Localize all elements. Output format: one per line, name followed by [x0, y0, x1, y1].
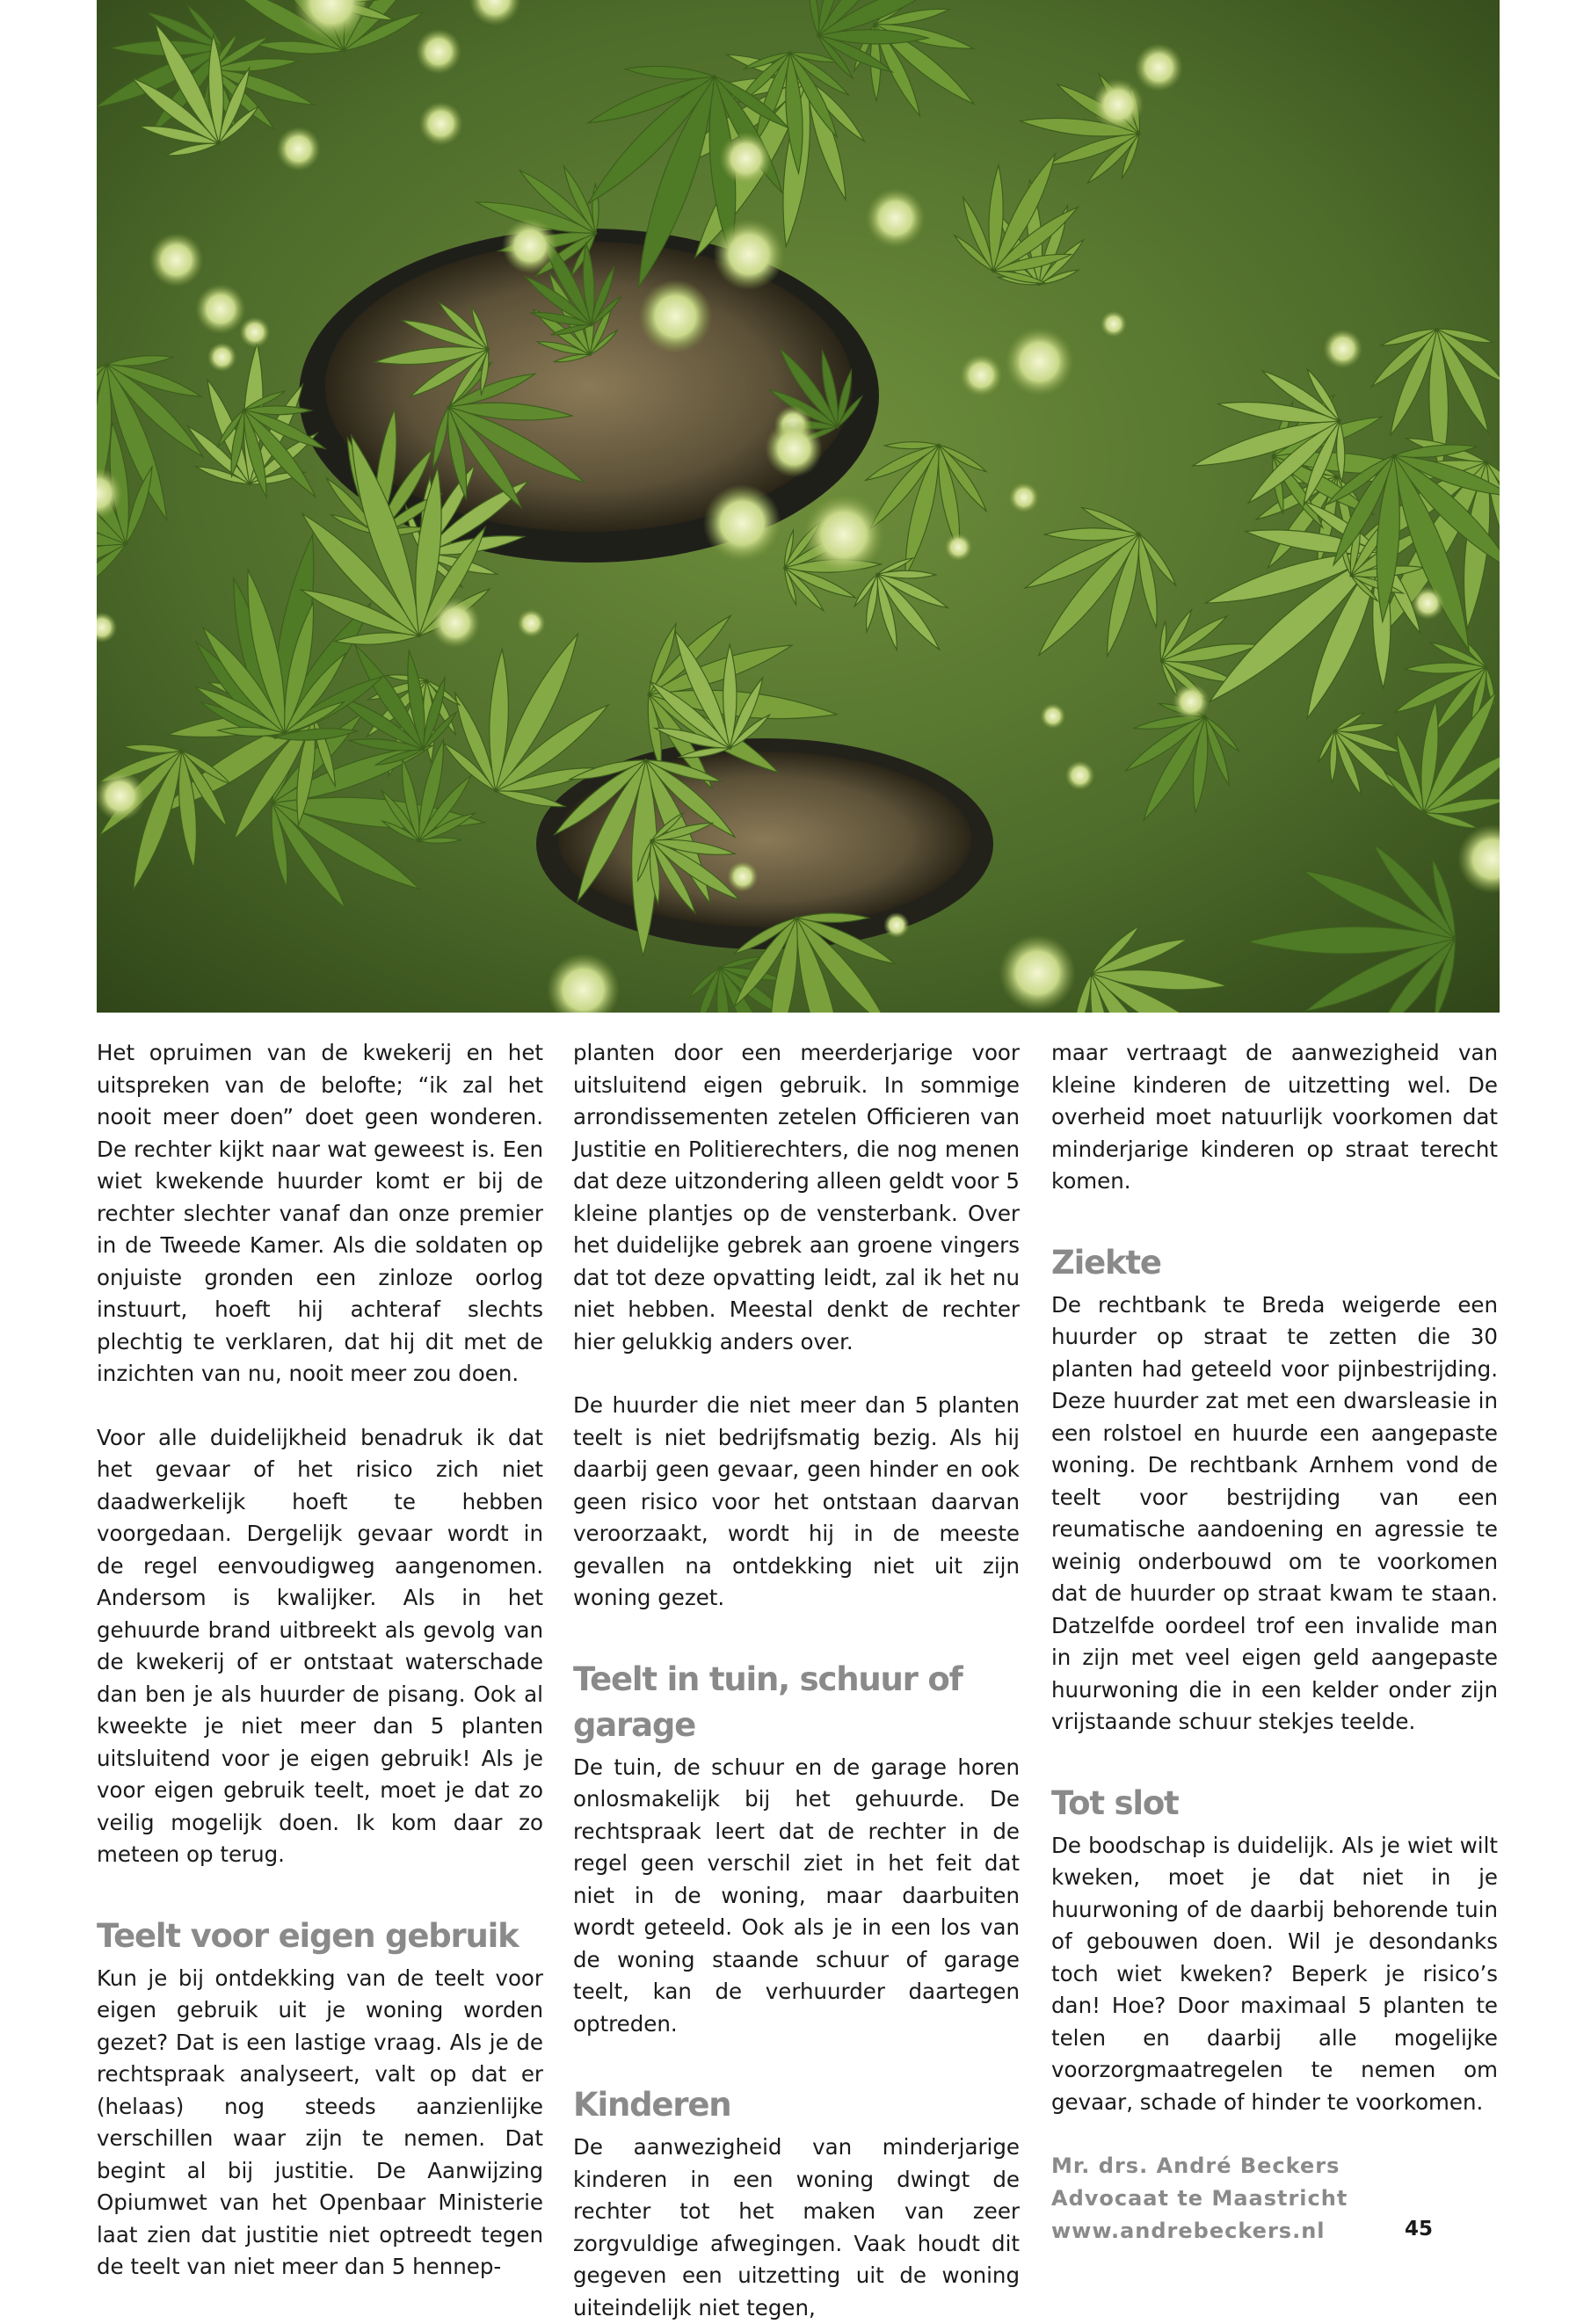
section-heading: Teelt in tuin, schuur of garage	[573, 1659, 963, 1744]
paragraph: maar vertraagt de aanwezigheid van kleine kinderen de uitzetting wel. De overheid moet natuurlijk voorkomen dat minderjarige kinderen op straat terecht komen.	[1051, 1040, 1498, 1194]
section-heading: Ziekte	[1051, 1243, 1161, 1282]
paragraph: De tuin, de schuur en de garage horen onlosmakelijk bij het gehuurde. De rechtspraak leert dat de rechter in de regel geen verschil ziet in het feit dat niet in de woning, maar daarbuiten wordt geteeld. Ook als je in een los van de woning staande schuur of garage teelt, kan de verhuurder daartegen optreden.	[573, 1754, 1020, 2037]
cannabis-leaves-icon	[97, 0, 1500, 1013]
section-heading: Teelt voor eigen gebruik	[97, 1916, 519, 1955]
page-number: 45	[1405, 2218, 1434, 2240]
text-column-2	[573, 1037, 1020, 2324]
paragraph: De aanwezigheid van minderjarige kinderen in een woning dwingt de rechter tot het maken van zeer zorgvuldige afwegingen. Vaak houdt dit gegeven een uitzetting uit de woning uiteindelijk niet tegen,	[573, 2134, 1020, 2320]
author-title: Advocaat te Maastricht	[1051, 2186, 1348, 2211]
paragraph: De rechtbank te Breda weigerde een huurder op straat te zetten die 30 planten had geteeld voor pijnbestrijding. Deze huurder zat met een dwarsleasie in een rolstoel en huurde een aangepaste woning. De rechtbank Arnhem vond de teelt voor bestrijding van een reumatische aandoening en agressie te weinig onderbouwd om te voorkomen dat de huurder op straat kwam te staan. Datzelfde oordeel trof een invalide man in zijn met veel eigen geld aangepaste huurwoning die in een kelder onder zijn vrijstaande schuur stekjes teelde.	[1051, 1291, 1498, 1734]
author-website: www.andrebeckers.nl	[1051, 2219, 1326, 2243]
cannabis-plants-photo	[97, 0, 1500, 1013]
paragraph: Voor alle duidelijkheid benadruk ik dat het gevaar of het risico zich niet daadwerkelijk hoeft te hebben voorgedaan. Dergelijk gevaar wordt in de regel eenvoudigweg aangenomen. Andersom is kwalijker. Als in het gehuurde brand uitbreekt als gevolg van de kwekerij of er ontstaat waterschade dan ben je als huurder de pisang. Ook al kweekte je niet meer dan 5 planten uitsluitend voor je eigen gebruik! Als je voor eigen gebruik teelt, moet je dat zo veilig mogelijk doen. Ik kom daar zo meteen op terug.	[97, 1424, 543, 1867]
paragraph: De boodschap is duidelijk. Als je wiet wilt kweken, moet je dat niet in je huurwoning of de daarbij behorende tuin of gebouwen doen. Wil je desondanks toch wiet kweken? Beperk je risico’s dan! Hoe? Door maximaal 5 planten te telen en daarbij alle mogelijke voorzorgmaatregelen te nemen om gevaar, schade of hinder te voorkomen.	[1051, 1832, 1498, 2115]
text-column-1	[97, 1037, 543, 2284]
section-heading: Tot slot	[1051, 1783, 1179, 1822]
author-name: Mr. drs. André Beckers	[1051, 2153, 1340, 2178]
section-heading: Kinderen	[573, 2086, 731, 2124]
paragraph: Kun je bij ontdekking van de teelt voor eigen gebruik uit je woning worden gezet? Dat is een lastige vraag. Als je de rechtspraak analyseert, valt op dat er (helaas) nog steeds aanzienlijke verschillen waar zijn te nemen. Dat begint al bij justitie. De Aanwijzing Opiumwet van het Openbaar Ministerie laat zien dat justitie niet optreedt tegen de teelt van niet meer dan 5 hennep-	[97, 1965, 543, 2279]
text-column-3	[1051, 1037, 1498, 2248]
paragraph: planten door een meerderjarige voor uitsluitend eigen gebruik. In sommige arrondissementen zetelen Officieren van Justitie en Politierechters, die nog menen dat deze uitzondering alleen geldt voor 5 kleine plantjes op de vensterbank. Over het duidelijke gebrek aan groene vingers dat tot deze opvatting leidt, zal ik het nu niet hebben. Meestal denkt de rechter hier gelukkig anders over.	[573, 1040, 1020, 1354]
paragraph: Het opruimen van de kwekerij en het uitspreken van de belofte; “ik zal het nooit meer doen” doet geen wonderen. De rechter kijkt naar wat geweest is. Een wiet kwekende huurder komt er bij de rechter slechter vanaf dan onze premier in de Tweede Kamer. Als die soldaten op onjuiste gronden een zinloze oorlog instuurt, hoeft hij achteraf slechts plechtig te verklaren, dat hij dit met de inzichten van nu, nooit meer zou doen.	[97, 1040, 543, 1386]
paragraph: De huurder die niet meer dan 5 planten teelt is niet bedrijfsmatig bezig. Als hij daarbij geen gevaar, geen hinder en ook geen risico voor het ontstaan daarvan veroorzaakt, wordt hij in de meeste gevallen na ontdekking niet uit zijn woning gezet.	[573, 1392, 1020, 1610]
